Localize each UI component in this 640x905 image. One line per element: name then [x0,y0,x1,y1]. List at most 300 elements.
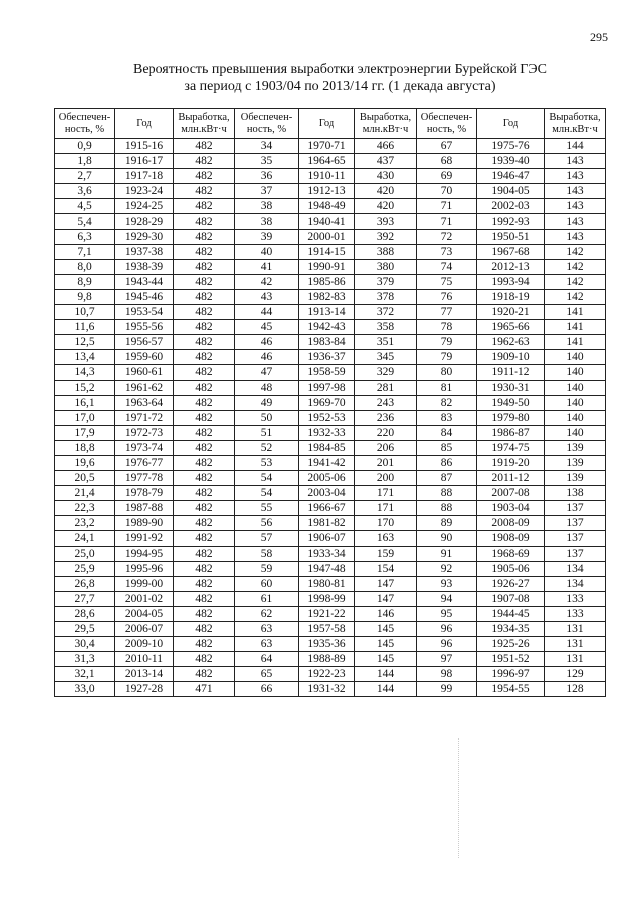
table-cell: 32,1 [55,667,115,682]
table-cell: 281 [355,380,417,395]
table-cell: 1995-96 [115,561,174,576]
table-cell: 96 [417,622,477,637]
table-cell: 1911-12 [477,365,545,380]
table-cell: 243 [355,395,417,410]
table-row [55,440,606,455]
table-cell: 131 [545,622,606,637]
table-cell: 41 [235,259,299,274]
table-cell: 1917-18 [115,169,174,184]
table-cell: 1977-78 [115,471,174,486]
table-cell: 1935-36 [299,637,355,652]
table-cell: 143 [545,214,606,229]
table-row [55,320,606,335]
table-cell: 1955-56 [115,320,174,335]
table-row [55,425,606,440]
table-row [55,184,606,199]
table-cell: 11,6 [55,320,115,335]
table-cell: 94 [417,591,477,606]
table-cell: 33,0 [55,682,115,697]
table-cell: 2008-09 [477,516,545,531]
table-cell: 1913-14 [299,305,355,320]
table-cell: 1983-84 [299,335,355,350]
table-cell: 1965-66 [477,320,545,335]
table-cell: 1915-16 [115,139,174,154]
table-cell: 145 [355,652,417,667]
table-cell: 137 [545,516,606,531]
table-cell: 140 [545,380,606,395]
table-row [55,486,606,501]
table-cell: 2010-11 [115,652,174,667]
table-cell: 8,0 [55,259,115,274]
table-cell: 1960-61 [115,365,174,380]
table-cell: 163 [355,531,417,546]
table-cell: 147 [355,591,417,606]
table-cell: 22,3 [55,501,115,516]
table-cell: 1971-72 [115,410,174,425]
table-cell: 1907-08 [477,591,545,606]
table-cell: 1930-31 [477,380,545,395]
table-cell: 482 [174,622,235,637]
table-cell: 87 [417,471,477,486]
table-cell: 1962-63 [477,335,545,350]
table-cell: 1926-27 [477,576,545,591]
table-cell: 471 [174,682,235,697]
table-cell: 482 [174,667,235,682]
table-cell: 90 [417,531,477,546]
table-cell: 420 [355,184,417,199]
table-row [55,380,606,395]
table-cell: 137 [545,531,606,546]
table-cell: 139 [545,455,606,470]
table-cell: 141 [545,320,606,335]
table-cell: 1931-32 [299,682,355,697]
table-cell: 430 [355,169,417,184]
table-cell: 1939-40 [477,154,545,169]
table-cell: 131 [545,637,606,652]
table-row [55,471,606,486]
table-cell: 14,3 [55,365,115,380]
table-cell: 69 [417,169,477,184]
table-cell: 1959-60 [115,350,174,365]
table-cell: 482 [174,169,235,184]
table-cell: 146 [355,606,417,621]
table-cell: 482 [174,591,235,606]
table-cell: 71 [417,199,477,214]
table-cell: 50 [235,410,299,425]
column-header: Год [477,109,545,139]
table-cell: 128 [545,682,606,697]
table-cell: 482 [174,380,235,395]
table-cell: 34 [235,139,299,154]
table-cell: 67 [417,139,477,154]
table-cell: 1940-41 [299,214,355,229]
table-cell: 482 [174,350,235,365]
table-cell: 1912-13 [299,184,355,199]
table-cell: 10,7 [55,305,115,320]
table-cell: 129 [545,667,606,682]
table-header-row [55,109,606,139]
table-cell: 17,9 [55,425,115,440]
table-cell: 53 [235,455,299,470]
table-cell: 76 [417,289,477,304]
table-cell: 1938-39 [115,259,174,274]
table-cell: 1993-94 [477,274,545,289]
table-cell: 83 [417,410,477,425]
table-cell: 72 [417,229,477,244]
table-cell: 59 [235,561,299,576]
table-cell: 56 [235,516,299,531]
title-line-2: за период с 1903/04 по 2013/14 гг. (1 декада августа) [184,79,496,94]
table-cell: 138 [545,486,606,501]
table-cell: 1910-11 [299,169,355,184]
table-cell: 143 [545,169,606,184]
table-cell: 201 [355,455,417,470]
table-cell: 95 [417,606,477,621]
table-row [55,667,606,682]
table-cell: 1987-88 [115,501,174,516]
table-cell: 388 [355,244,417,259]
table-cell: 40 [235,244,299,259]
table-cell: 1957-58 [299,622,355,637]
table-cell: 1904-05 [477,184,545,199]
table-cell: 54 [235,471,299,486]
table-row [55,274,606,289]
table-cell: 482 [174,561,235,576]
table-cell: 1958-59 [299,365,355,380]
table-cell: 52 [235,440,299,455]
table-cell: 482 [174,531,235,546]
table-cell: 46 [235,350,299,365]
table-row [55,561,606,576]
table-cell: 46 [235,335,299,350]
table-cell: 66 [235,682,299,697]
table-cell: 2009-10 [115,637,174,652]
table-cell: 1951-52 [477,652,545,667]
table-cell: 37 [235,184,299,199]
table-cell: 96 [417,637,477,652]
table-cell: 0,9 [55,139,115,154]
table-cell: 77 [417,305,477,320]
table-cell: 1972-73 [115,425,174,440]
table-cell: 1916-17 [115,154,174,169]
table-cell: 1942-43 [299,320,355,335]
table-cell: 16,1 [55,395,115,410]
table-cell: 144 [355,667,417,682]
table-cell: 145 [355,637,417,652]
table-cell: 1937-38 [115,244,174,259]
table-cell: 43 [235,289,299,304]
table-cell: 1952-53 [299,410,355,425]
table-cell: 378 [355,289,417,304]
table-cell: 97 [417,652,477,667]
table-cell: 1978-79 [115,486,174,501]
table-cell: 1918-19 [477,289,545,304]
table-cell: 79 [417,350,477,365]
table-row [55,365,606,380]
table-cell: 30,4 [55,637,115,652]
table-cell: 143 [545,154,606,169]
table-row [55,606,606,621]
table-cell: 144 [545,139,606,154]
table-cell: 1923-24 [115,184,174,199]
table-row [55,350,606,365]
table-cell: 1968-69 [477,546,545,561]
table-cell: 1903-04 [477,501,545,516]
table-cell: 236 [355,410,417,425]
table-cell: 170 [355,516,417,531]
table-cell: 482 [174,425,235,440]
table-cell: 1966-67 [299,501,355,516]
table-cell: 28,6 [55,606,115,621]
table-cell: 482 [174,546,235,561]
table-cell: 71 [417,214,477,229]
table-cell: 42 [235,274,299,289]
table-cell: 1919-20 [477,455,545,470]
table-cell: 2007-08 [477,486,545,501]
table-cell: 82 [417,395,477,410]
table-cell: 78 [417,320,477,335]
table-cell: 73 [417,244,477,259]
table-cell: 379 [355,274,417,289]
table-cell: 143 [545,229,606,244]
table-cell: 86 [417,455,477,470]
table-cell: 482 [174,606,235,621]
table-cell: 2012-13 [477,259,545,274]
table-cell: 372 [355,305,417,320]
table-cell: 1961-62 [115,380,174,395]
table-cell: 220 [355,425,417,440]
table-cell: 1974-75 [477,440,545,455]
table-cell: 38 [235,199,299,214]
table-row [55,199,606,214]
table-cell: 2006-07 [115,622,174,637]
table-cell: 482 [174,229,235,244]
table-cell: 134 [545,561,606,576]
table-cell: 482 [174,486,235,501]
column-header: Год [299,109,355,139]
table-cell: 482 [174,395,235,410]
column-header: Обеспечен-ность, % [417,109,477,139]
table-cell: 25,9 [55,561,115,576]
table-cell: 45 [235,320,299,335]
table-cell: 1924-25 [115,199,174,214]
table-cell: 51 [235,425,299,440]
table-cell: 142 [545,244,606,259]
table-cell: 44 [235,305,299,320]
table-row [55,501,606,516]
table-row [55,395,606,410]
table-cell: 91 [417,546,477,561]
table-row [55,516,606,531]
column-header: Выработка, млн.кВт·ч [174,109,235,139]
table-cell: 1981-82 [299,516,355,531]
table-row [55,289,606,304]
table-cell: 482 [174,259,235,274]
table-cell: 142 [545,259,606,274]
table-cell: 2003-04 [299,486,355,501]
table-cell: 143 [545,184,606,199]
table-cell: 142 [545,274,606,289]
table-cell: 1946-47 [477,169,545,184]
table-cell: 2013-14 [115,667,174,682]
table-row [55,139,606,154]
table-cell: 1947-48 [299,561,355,576]
table-cell: 58 [235,546,299,561]
table-cell: 482 [174,652,235,667]
table-cell: 1933-34 [299,546,355,561]
table-cell: 345 [355,350,417,365]
table-cell: 18,8 [55,440,115,455]
table-cell: 420 [355,199,417,214]
table-cell: 20,5 [55,471,115,486]
table-row [55,591,606,606]
table-cell: 147 [355,576,417,591]
table-cell: 1941-42 [299,455,355,470]
table-cell: 466 [355,139,417,154]
table-cell: 1973-74 [115,440,174,455]
table-cell: 70 [417,184,477,199]
table-cell: 19,6 [55,455,115,470]
table-cell: 2005-06 [299,471,355,486]
table-cell: 1914-15 [299,244,355,259]
table-cell: 1934-35 [477,622,545,637]
table-row [55,229,606,244]
table-cell: 1985-86 [299,274,355,289]
table-cell: 74 [417,259,477,274]
table-row [55,259,606,274]
table-row [55,531,606,546]
table-cell: 1932-33 [299,425,355,440]
table-cell: 206 [355,440,417,455]
table-cell: 131 [545,652,606,667]
table-cell: 47 [235,365,299,380]
table-cell: 85 [417,440,477,455]
table-cell: 1906-07 [299,531,355,546]
table-cell: 8,9 [55,274,115,289]
table-cell: 25,0 [55,546,115,561]
table-cell: 64 [235,652,299,667]
table-cell: 38 [235,214,299,229]
table-cell: 1986-87 [477,425,545,440]
table-cell: 143 [545,199,606,214]
table-cell: 1948-49 [299,199,355,214]
table-cell: 31,3 [55,652,115,667]
table-cell: 6,3 [55,229,115,244]
table-cell: 88 [417,501,477,516]
table-cell: 482 [174,289,235,304]
scan-artifact-line [458,738,460,858]
table-cell: 2002-03 [477,199,545,214]
table-cell: 2,7 [55,169,115,184]
table-cell: 49 [235,395,299,410]
table-cell: 482 [174,576,235,591]
table-cell: 1994-95 [115,546,174,561]
table-cell: 1,8 [55,154,115,169]
table-cell: 84 [417,425,477,440]
table-cell: 1992-93 [477,214,545,229]
table-cell: 60 [235,576,299,591]
table-cell: 1920-21 [477,305,545,320]
table-cell: 140 [545,365,606,380]
table-cell: 88 [417,486,477,501]
table-row [55,244,606,259]
table-cell: 171 [355,501,417,516]
table-cell: 482 [174,516,235,531]
table-cell: 1984-85 [299,440,355,455]
table-cell: 99 [417,682,477,697]
table-cell: 482 [174,455,235,470]
table-cell: 1975-76 [477,139,545,154]
table-cell: 1982-83 [299,289,355,304]
table-cell: 144 [355,682,417,697]
table-cell: 482 [174,440,235,455]
table-cell: 482 [174,154,235,169]
table-cell: 482 [174,184,235,199]
probability-table [54,108,606,697]
table-cell: 1908-09 [477,531,545,546]
table-cell: 2000-01 [299,229,355,244]
table-cell: 392 [355,229,417,244]
table-cell: 57 [235,531,299,546]
table-row [55,455,606,470]
table-cell: 1927-28 [115,682,174,697]
table-cell: 134 [545,576,606,591]
table-cell: 1929-30 [115,229,174,244]
table-cell: 139 [545,471,606,486]
table-cell: 140 [545,395,606,410]
table-cell: 1953-54 [115,305,174,320]
table-cell: 200 [355,471,417,486]
table-row [55,652,606,667]
table-cell: 1996-97 [477,667,545,682]
table-cell: 7,1 [55,244,115,259]
table-row [55,169,606,184]
table-cell: 1989-90 [115,516,174,531]
table-cell: 1988-89 [299,652,355,667]
table-row [55,622,606,637]
table-cell: 23,2 [55,516,115,531]
table-cell: 1969-70 [299,395,355,410]
table-cell: 3,6 [55,184,115,199]
table-cell: 1950-51 [477,229,545,244]
table-title [60,61,620,95]
table-cell: 1909-10 [477,350,545,365]
table-cell: 15,2 [55,380,115,395]
table-cell: 139 [545,440,606,455]
table-cell: 5,4 [55,214,115,229]
table-cell: 1954-55 [477,682,545,697]
table-cell: 1956-57 [115,335,174,350]
table-cell: 133 [545,606,606,621]
table-row [55,214,606,229]
table-cell: 48 [235,380,299,395]
table-cell: 61 [235,591,299,606]
table-cell: 89 [417,516,477,531]
table-row [55,335,606,350]
table-cell: 482 [174,199,235,214]
table-cell: 482 [174,305,235,320]
table-cell: 1949-50 [477,395,545,410]
table-cell: 24,1 [55,531,115,546]
table-cell: 54 [235,486,299,501]
table-body [55,139,606,697]
table-cell: 1998-99 [299,591,355,606]
table-cell: 1928-29 [115,214,174,229]
table-cell: 62 [235,606,299,621]
table-cell: 140 [545,350,606,365]
table-cell: 26,8 [55,576,115,591]
column-header: Обеспечен-ность, % [55,109,115,139]
